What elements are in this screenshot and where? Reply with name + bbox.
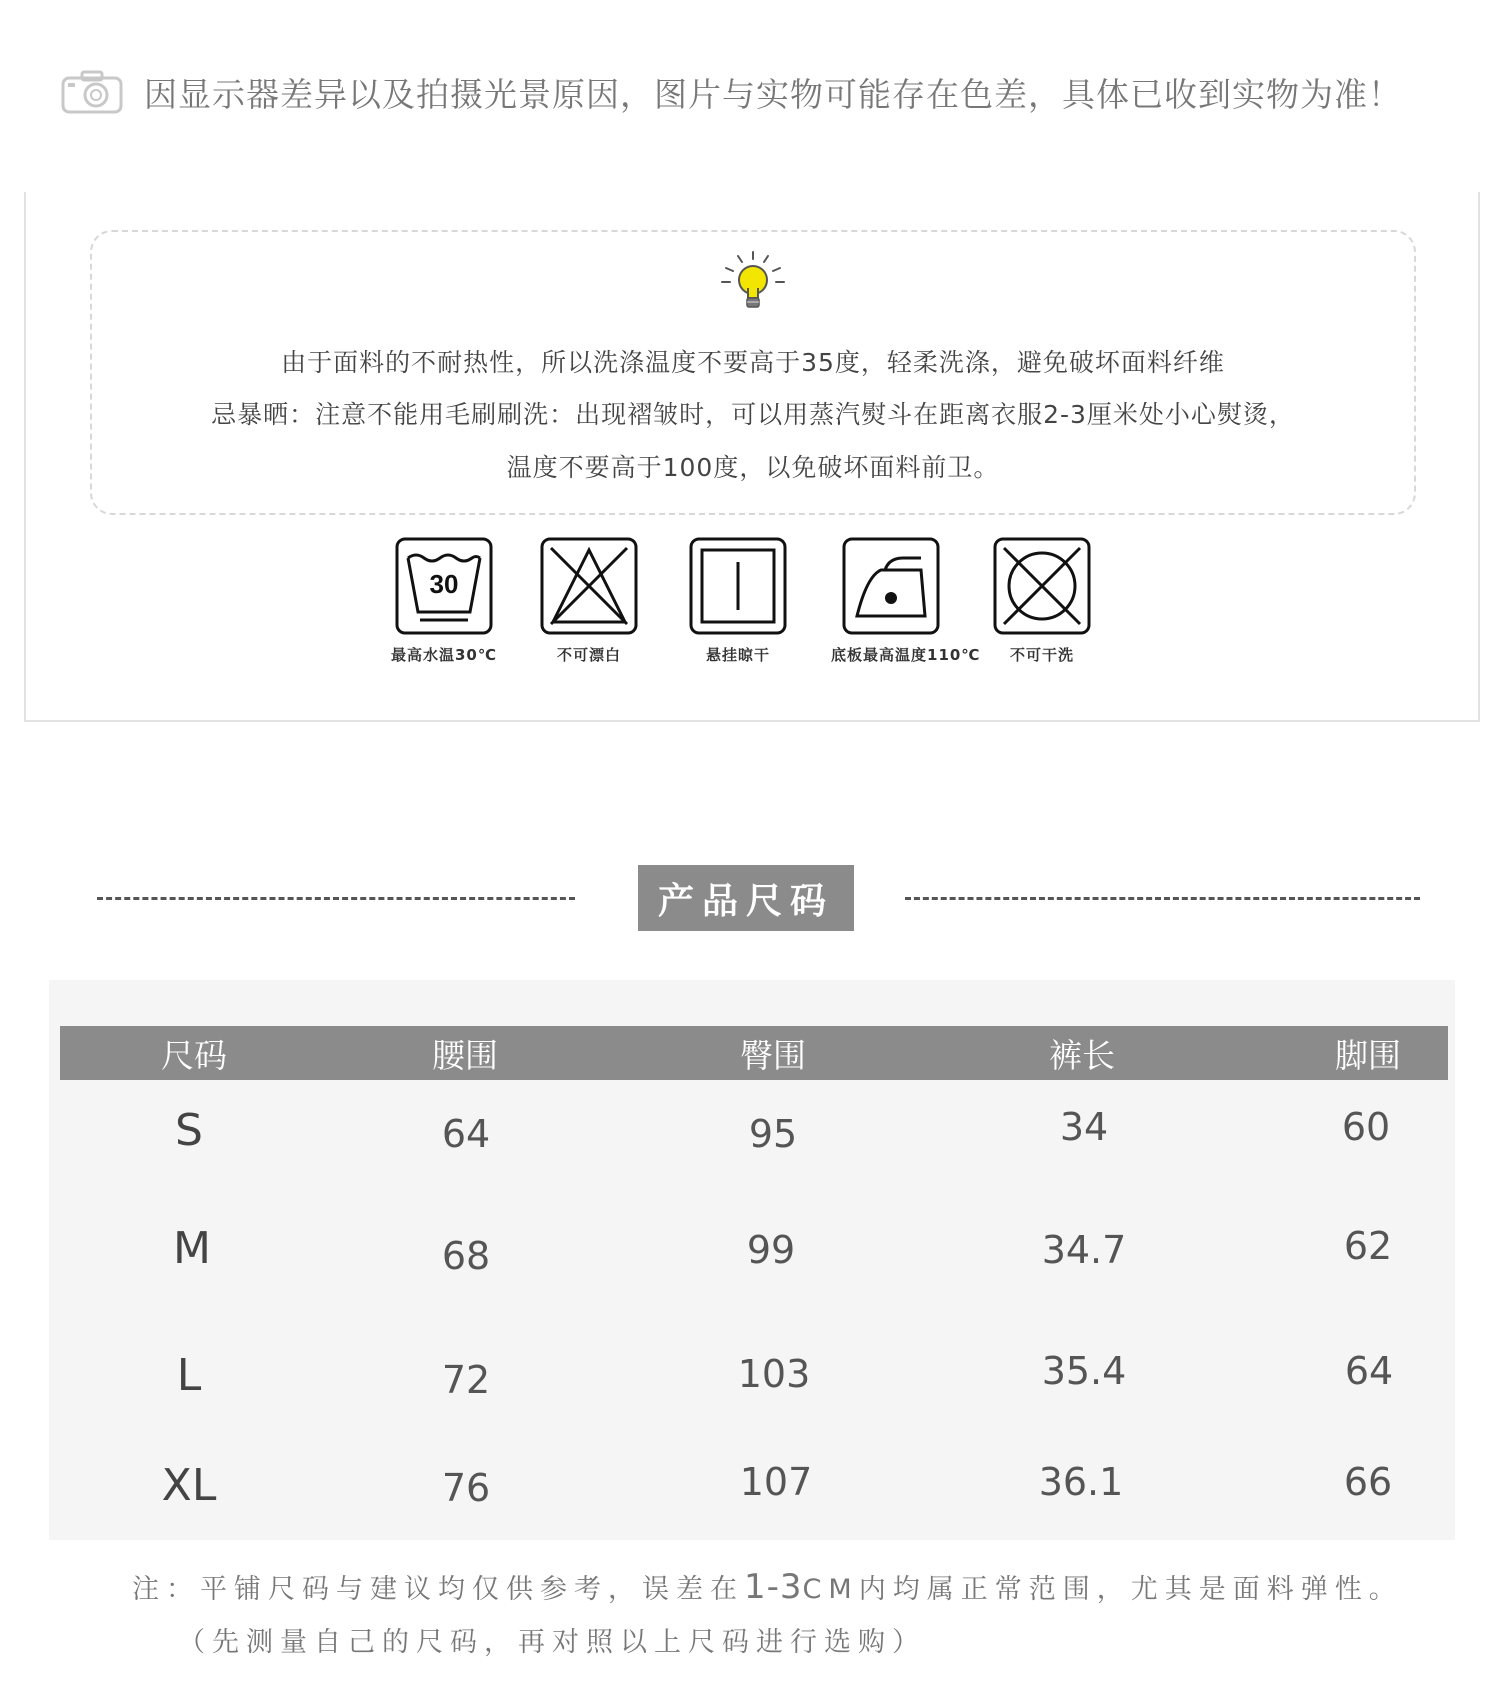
table-cell: S [175, 1105, 203, 1156]
table-cell: 95 [748, 1112, 798, 1156]
iron-110-icon [841, 536, 941, 636]
footnote-line-2: （先测量自己的尺码，再对照以上尺码进行选购） [178, 1627, 926, 1658]
care-symbol-hang-dry [678, 536, 798, 665]
lightbulb-icon [718, 250, 788, 314]
care-symbol-no-dry-clean [982, 536, 1102, 665]
care-symbol-wash [384, 536, 504, 665]
section-title: 产品尺码 [638, 865, 854, 931]
care-note-line-2: 忌暴晒：注意不能用毛刷刷洗：出现褶皱时，可以用蒸汽熨斗在距离衣服2-3厘米处小心熨烫， [211, 400, 1295, 429]
care-symbol-no-bleach [529, 536, 649, 665]
table-cell: 72 [441, 1358, 491, 1402]
table-cell: 35.4 [1041, 1349, 1127, 1393]
header-length: 裤长 [1049, 1036, 1115, 1075]
care-label-hang-dry: 悬挂晾干 [705, 646, 770, 664]
header-waist: 腰围 [432, 1036, 498, 1075]
table-cell: 64 [1344, 1349, 1394, 1393]
header-hip: 臀围 [740, 1036, 806, 1075]
table-cell: L [176, 1350, 202, 1401]
hang-dry-icon [688, 536, 788, 636]
divider-left [97, 897, 575, 900]
table-cell: M [173, 1223, 211, 1274]
no-dry-clean-icon [992, 536, 1092, 636]
table-cell: 68 [441, 1234, 491, 1278]
table-cell: 34.7 [1041, 1228, 1127, 1272]
table-cell: 76 [441, 1466, 491, 1510]
footnote-text: CM内均属正常范围，尤其是面料弹性。 [802, 1574, 1403, 1605]
table-cell: 103 [737, 1352, 811, 1396]
header-size: 尺码 [161, 1036, 227, 1075]
table-cell: 34 [1059, 1105, 1109, 1149]
care-label-iron: 底板最高温度110℃ [831, 646, 981, 664]
footnote-line-1 [132, 1567, 1403, 1607]
table-cell: 66 [1343, 1460, 1393, 1504]
footnote-range: 1-3 [744, 1567, 803, 1607]
table-cell: 107 [739, 1460, 813, 1504]
wash-30-icon [394, 536, 494, 636]
table-cell: 99 [746, 1228, 796, 1272]
care-label-wash: 最高水温30℃ [390, 646, 498, 664]
table-cell: 36.1 [1038, 1460, 1124, 1504]
care-symbol-iron [831, 536, 981, 665]
table-cell: 62 [1343, 1224, 1393, 1268]
table-cell: 60 [1341, 1105, 1391, 1149]
footnote-text: 注：平铺尺码与建议均仅供参考，误差在 [132, 1574, 744, 1605]
care-label-no-bleach: 不可漂白 [556, 646, 621, 664]
no-bleach-icon [539, 536, 639, 636]
care-note-line-1: 由于面料的不耐热性，所以洗涤温度不要高于35度，轻柔洗涤，避免破坏面料纤维 [281, 348, 1225, 377]
table-cell: 64 [441, 1112, 491, 1156]
care-label-no-dry-clean: 不可干洗 [1009, 646, 1074, 664]
care-note-line-3: 温度不要高于100度，以免破坏面料前卫。 [506, 453, 1000, 482]
divider-right [905, 897, 1420, 900]
table-cell: XL [161, 1460, 217, 1511]
disclaimer-text: 因显示器差异以及拍摄光景原因，图片与实物可能存在色差，具体已收到实物为准！ [144, 74, 1402, 114]
camera-icon [60, 68, 126, 116]
disclaimer [60, 62, 1402, 122]
header-hem: 脚围 [1335, 1036, 1401, 1075]
svg-text:30: 30 [429, 569, 459, 599]
